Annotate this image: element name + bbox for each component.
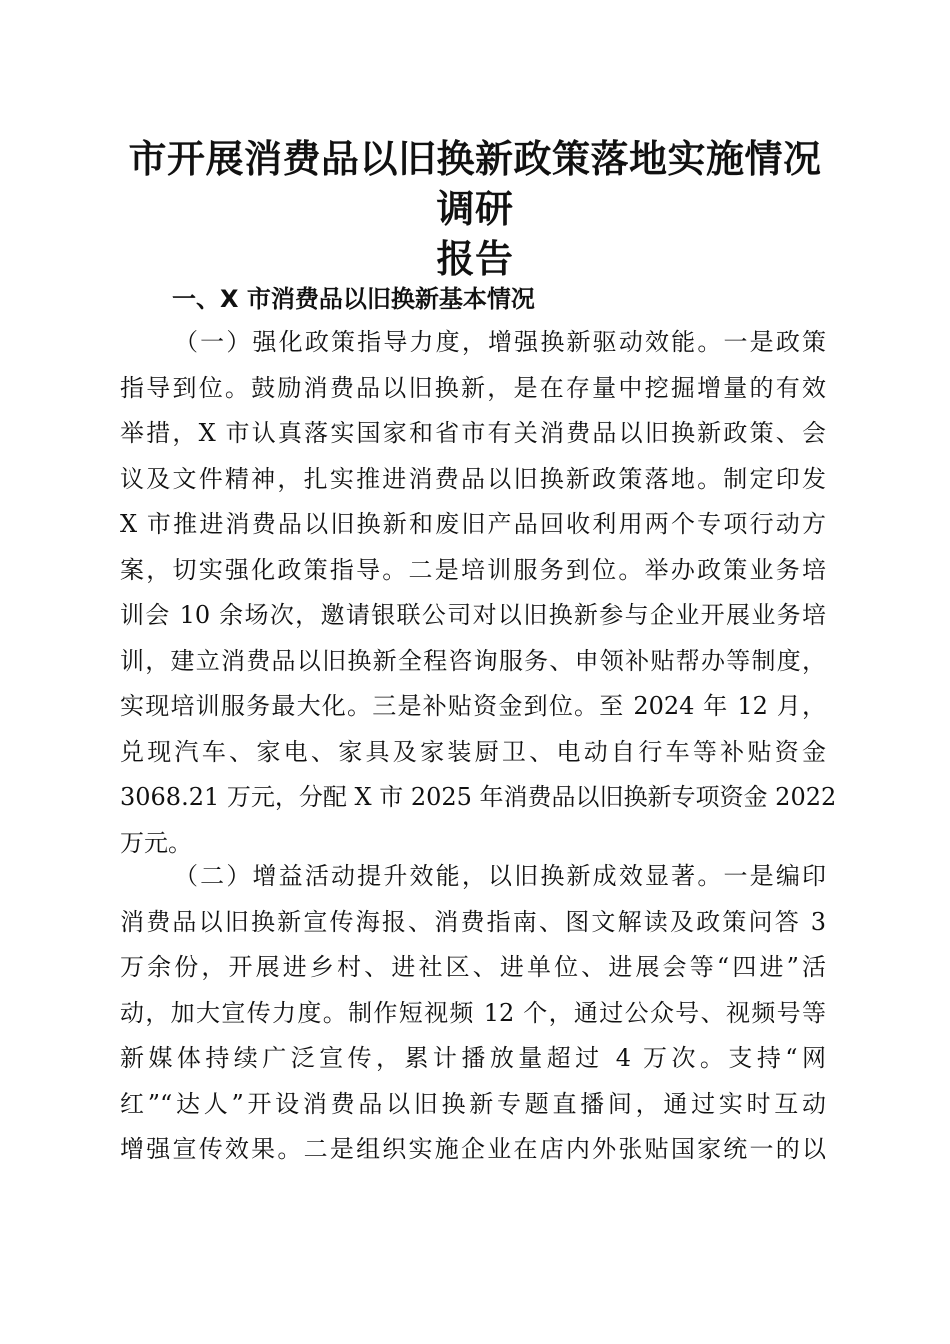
text-line: 案，切实强化政策指导。二是培训服务到位。举办政策业务培 bbox=[120, 555, 826, 584]
text-line: 红”“达人”开设消费品以旧换新专题直播间，通过实时互动 bbox=[120, 1089, 826, 1118]
text-line: 实现培训服务最大化。三是补贴资金到位。至 2024 年 12 月， bbox=[120, 692, 826, 720]
text-line: 增强宣传效果。二是组织实施企业在店内外张贴国家统一的以 bbox=[120, 1135, 826, 1163]
text-line: 训会 10 余场次，邀请银联公司对以旧换新参与企业开展业务培 bbox=[120, 601, 826, 629]
document-title bbox=[110, 134, 840, 284]
text-line: 万余份，开展进乡村、进社区、进单位、进展会等“四进”活 bbox=[120, 953, 826, 981]
paragraph-policy-guidance bbox=[120, 320, 837, 866]
text-line: 3068.21 万元，分配 X 市 2025 年消费品以旧换新专项资金 2022 bbox=[120, 783, 837, 811]
text-line: （一）强化政策指导力度，增强换新驱动效能。一是政策 bbox=[174, 328, 826, 356]
text-line: 兑现汽车、家电、家具及家装厨卫、电动自行车等补贴资金 bbox=[120, 737, 826, 766]
text-line: 万元。 bbox=[120, 828, 192, 857]
title-line: 报告 bbox=[436, 236, 514, 281]
title-line: 市开展消费品以旧换新政策落地实施情况调研 bbox=[128, 136, 822, 231]
text-line: 指导到位。鼓励消费品以旧换新，是在存量中挖掘增量的有效 bbox=[120, 373, 826, 402]
text-line: 议及文件精神，扎实推进消费品以旧换新政策落地。制定印发 bbox=[120, 464, 826, 493]
text-line: （二）增益活动提升效能，以旧换新成效显著。一是编印 bbox=[174, 862, 826, 890]
text-line: 消费品以旧换新宣传海报、消费指南、图文解读及政策问答 3 bbox=[120, 907, 826, 936]
text-line: 新媒体持续广泛宣传，累计播放量超过 4 万次。支持“网 bbox=[120, 1044, 826, 1072]
text-line: X 市推进消费品以旧换新和废旧产品回收利用两个专项行动方 bbox=[120, 510, 826, 538]
paragraph-activities bbox=[120, 854, 826, 1173]
text-line: 训，建立消费品以旧换新全程咨询服务、申领补贴帮办等制度， bbox=[120, 646, 826, 675]
section-heading: 一、X 市消费品以旧换新基本情况 bbox=[172, 285, 535, 313]
text-line: 举措，X 市认真落实国家和省市有关消费品以旧换新政策、会 bbox=[120, 419, 826, 447]
text-line: 动，加大宣传力度。制作短视频 12 个，通过公众号、视频号等 bbox=[120, 998, 826, 1027]
